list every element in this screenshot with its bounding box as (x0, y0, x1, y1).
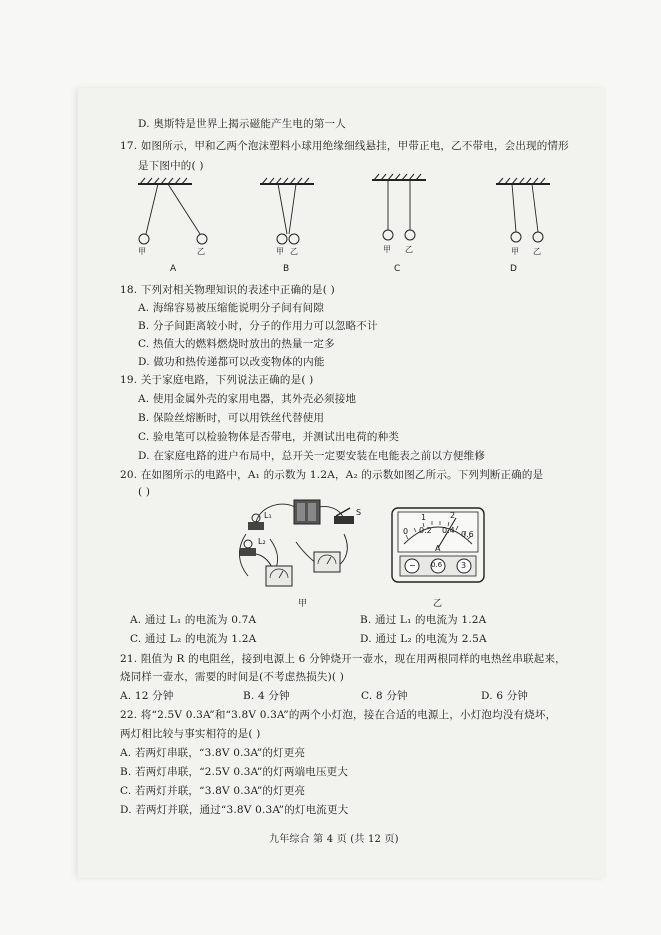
q17-d-jia-label: 甲 (511, 247, 519, 256)
q21-option-a: A. 12 分钟 (120, 690, 174, 702)
meter-terminal-0-6: 0.6 (431, 561, 443, 569)
q17-figures (120, 172, 560, 277)
q20-bulb-l2 (240, 540, 256, 556)
q18-stem: 18. 下列对相关物理知识的表述中正确的是( ) (120, 284, 335, 296)
q18-option-b: B. 分子间距离较小时，分子的作用力可以忽略不计 (138, 320, 378, 332)
q20-stem-line2: ( ) (138, 486, 151, 498)
meter-scale-bottom-1: 0.2 (419, 526, 432, 535)
q20-stem-line1: 20. 在如图所示的电路中，A₁ 的示数为 1.2A，A₂ 的示数如图乙所示。下列判断正确的是 (120, 469, 544, 481)
q20-option-d: D. 通过 L₂ 的电流为 2.5A (360, 633, 487, 645)
q22-stem-line2: 两灯相比较与事实相符的是( ) (120, 728, 261, 740)
meter-terminal-3: 3 (461, 561, 467, 570)
q21-option-b: B. 4 分钟 (243, 690, 290, 702)
meter-scale-bottom-0: 0 (403, 527, 409, 536)
q17-figure-b (260, 178, 314, 244)
q19-option-b: B. 保险丝熔断时，可以用铁丝代替使用 (138, 412, 325, 424)
q22-stem-line1: 22. 将“2.5V 0.3A”和“3.8V 0.3A”的两个小灯泡，接在合适的电源上，小灯泡均没有烧坏， (120, 709, 557, 721)
q20-option-b: B. 通过 L₁ 的电流为 1.2A (360, 614, 487, 626)
q18-option-d: D. 做功和热传递都可以改变物体的内能 (138, 356, 325, 368)
q22-option-d: D. 若两灯并联，通过“3.8V 0.3A”的灯电流更大 (120, 804, 349, 816)
q19-option-c: C. 验电笔可以检验物体是否带电，并测试出电荷的种类 (138, 431, 400, 443)
page-footer: 九年综合 第 4 页 (共 12 页) (269, 834, 399, 845)
q19-stem: 19. 关于家庭电路，下列说法正确的是( ) (120, 374, 314, 386)
q20-bulb-l1 (248, 514, 264, 530)
q17-b-jia-label: 甲 (276, 247, 284, 256)
q21-option-c: C. 8 分钟 (361, 690, 408, 702)
meter-scale-bottom-3: 0.6 (461, 530, 474, 539)
q22-option-c: C. 若两灯并联，“3.8V 0.3A”的灯更亮 (120, 785, 306, 797)
q20-ammeter-a1 (266, 566, 292, 586)
meter-scale-top-2: 2 (450, 511, 456, 520)
q22-option-b: B. 若两灯串联，“2.5V 0.3A”的灯两端电压更大 (120, 766, 349, 778)
q20-ammeter-a2 (314, 552, 340, 572)
q20-fig-jia-label: 甲 (298, 599, 308, 609)
meter-scale-top-1: 1 (421, 513, 427, 522)
q17-c-ball-jia (383, 230, 393, 240)
q17-b-ball-yi (289, 234, 299, 244)
q17-a-jia-label: 甲 (138, 247, 146, 256)
q17-b-ball-jia (277, 234, 287, 244)
q17-b-yi-label: 乙 (290, 247, 298, 256)
q20-label-s: S (356, 508, 362, 517)
q19-option-d: D. 在家庭电路的进户布局中，总开关一定要安装在电能表之前以方便维修 (138, 450, 486, 462)
q17-a-ball-yi (197, 234, 207, 244)
q20-fig-yi-label: 乙 (433, 599, 443, 609)
q16-option-d: D. 奥斯特是世界上揭示磁能产生电的第一人 (138, 118, 346, 130)
meter-scale-bottom-2: 0.4 (442, 526, 455, 535)
q17-label-d: D (510, 264, 517, 274)
q17-d-ball-yi (533, 232, 543, 242)
q20-label-l1: L₁ (264, 511, 272, 520)
q17-d-yi-label: 乙 (533, 247, 541, 256)
q21-option-d: D. 6 分钟 (481, 690, 529, 702)
q17-a-ball-jia (139, 234, 149, 244)
q17-label-c: C (394, 264, 401, 274)
q17-label-a: A (170, 264, 177, 274)
q17-a-yi-label: 乙 (197, 247, 205, 256)
q20-option-a: A. 通过 L₁ 的电流为 0.7A (130, 614, 257, 626)
q19-option-a: A. 使用金属外壳的家用电器，其外壳必须接地 (138, 393, 357, 405)
meter-terminal-neg: − (409, 561, 416, 570)
q17-c-ball-yi (405, 230, 415, 240)
q17-label-b: B (283, 264, 290, 274)
q17-stem-line2: 是下图中的( ) (138, 160, 204, 172)
q18-option-c: C. 热值大的燃料燃烧时放出的热量一定多 (138, 338, 335, 350)
q20-circuit-figure (226, 494, 376, 594)
q21-stem-line2: 烧同样一壶水，需要的时间是(不考虑热损失)( ) (120, 671, 345, 683)
q17-figure-c (372, 174, 426, 240)
q17-c-jia-label: 甲 (383, 245, 391, 254)
q20-option-c: C. 通过 L₂ 的电流为 1.2A (130, 633, 257, 645)
q17-c-yi-label: 乙 (405, 245, 413, 254)
q22-option-a: A. 若两灯串联，“3.8V 0.3A”的灯更亮 (120, 747, 306, 759)
q17-figure-a (138, 178, 207, 244)
q17-d-ball-jia (511, 232, 521, 242)
q20-label-l2: L₂ (258, 537, 266, 546)
q21-stem-line1: 21. 阻值为 R 的电阻丝，接到电源上 6 分钟烧开一壶水，现在用两根同样的电热丝串联起来， (120, 653, 566, 665)
q17-figure-d (496, 178, 550, 242)
meter-unit: A (435, 544, 441, 553)
q17-stem-line1: 17. 如图所示，甲和乙两个泡沫塑料小球用绝缘细线悬挂，甲带正电，乙不带电，会出现的情形 (120, 140, 569, 152)
q18-option-a: A. 海绵容易被压缩能说明分子间有间隙 (138, 302, 325, 314)
